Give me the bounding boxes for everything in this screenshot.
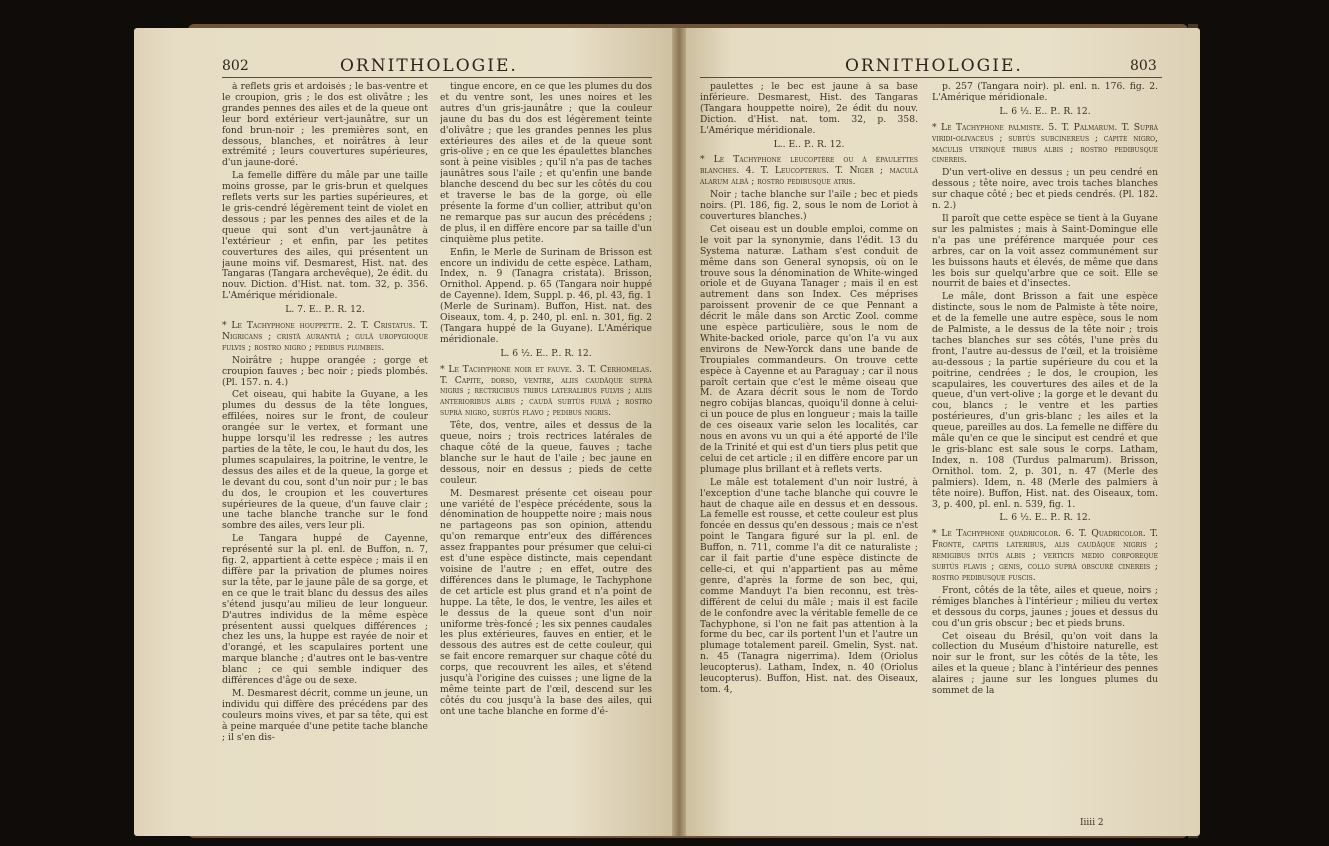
left-page-column-2: [440, 82, 652, 812]
species-entry-heading: * Le Tachyphone noir et fauve. 3. T. Cerhomelas. T. Capite, dorso, ventre, aliis caudâque suprà nigris ; rectricibus tribus lateralibus fulvis ; aliis anterioribus albis ; caudâ subtùs fulvâ ; rostro suprà nigro, subtùs flavo ; pedibus nigris.: [440, 363, 652, 419]
measurement-line: L. 6 ½. E.. P.. R. 12.: [999, 512, 1091, 524]
paragraph: p. 257 (Tangara noir). pl. enl. n. 176. fig. 2. L'Amérique méridionale.: [932, 82, 1158, 103]
paragraph: Noirâtre ; huppe orangée ; gorge et croupion fauves ; bec noir ; pieds plombés. (Pl. 157. n. 4.): [222, 354, 428, 388]
paragraph: Cet oiseau du Brésil, qu'on voit dans la collection du Muséum d'histoire naturelle, est noir sur le front, sur les côtés de la tête, les ailes et la queue ; blanc à l'intérieur des pennes alaires ; jaune sur les longues plumes du sommet de la: [932, 630, 1158, 697]
paragraph: paulettes ; le bec est jaune à sa base inférieure. Desmarest, Hist. des Tangaras (Tangara houppette noire), 2e édit du nouv. Diction. d'Hist. nat. tom. 32, p. 358. L'Amérique méridionale.: [700, 82, 918, 136]
paragraph: Cet oiseau, qui habite la Guyane, a les plumes du dessus de la tête longues, effilées, noires sur le front, de couleur orangée sur le vertex, et formant une huppe lorsqu'il les redresse ; les autres parties de la tête, le cou, le haut du dos, les plumes scapulaires, la poitrine, le ventre, le dessus des ailes et de la queue, la gorge et le devant du cou, sont d'un noir pur ; le bas du dos, le croupion et les couvertures supérieures de la queue, d'un fauve clair ; une tache blanche tranche sur le fond sombre des ailes, vers leur pli.: [222, 389, 428, 532]
paragraph: Front, côtés de la tête, ailes et queue, noirs ; rémiges blanches à l'intérieur ; milieu du vertex et dessous du corps, jaunes ; joues et dessus du cou d'un gris obscur ; bec et pieds bruns.: [932, 584, 1158, 629]
signature-mark: Iiiii 2: [1080, 818, 1104, 828]
paragraph: Noir ; tache blanche sur l'aile ; bec et pieds noirs. (Pl. 186, fig. 2, sous le nom de Loriot à couvertures blanches.): [700, 189, 918, 222]
species-entry-heading: * Le Tachyphone quadricolor. 6. T. Quadricolor. T. Fronte, capitis lateribus, alis caudâque nigris ; remigibus intùs albis ; verticis medio corporeque subtùs flavis ; genis, collo suprà obscurè cinereis ; rostro pedibusque fuscis.: [932, 528, 1158, 583]
species-entry-heading: * Le Tachyphone houppette. 2. T. Cristatus. T. Nigricans ; cristâ aurantiâ ; gulâ uropygioque fulvis ; rostro nigro ; pedibus plumbeis.: [222, 320, 428, 353]
measurement-line: L.. E.. P.. R. 12.: [773, 138, 845, 150]
paragraph: D'un vert-olive en dessus ; un peu cendré en dessous ; tête noire, avec trois taches blanches sur chaque côté ; bec et pieds cendrés. (Pl. 182. n. 2.): [932, 167, 1158, 212]
species-entry-heading: * Le Tachyphone leucoptère ou à épaulettes blanches. 4. T. Leucopterus. T. Niger ; maculâ alarum albâ ; rostro pedibusque atris.: [700, 154, 918, 188]
right-page-column-1: [700, 82, 918, 812]
right-page-number: 803: [1130, 58, 1157, 74]
measurement-line: L. 6 ½. E.. P.. R. 12.: [999, 105, 1091, 117]
right-running-head: ORNITHOLOGIE.: [845, 56, 1023, 76]
paragraph: M. Desmarest présente cet oiseau pour une variété de l'espèce précédente, sous la dénomination de houppette noire ; mais nous ne partageons pas son opinion, attendu qu'on remarque entr'eux des différences assez frappantes pour présumer que celui-ci est d'une espèce distincte, mais cependant voisine de l'autre ; en effet, outre des différences dans le plumage, le Tachyphone de cet article est plus grand et n'a point de huppe. La tête, le dos, le ventre, les ailes et le dessus de la queue sont d'un noir uniforme très-foncé ; les six pennes caudales les plus extérieures, fauves en entier, et le dessous des autres est de cette couleur, qui se fait encore remarquer sur chaque côté du corps, que recouvrent les ailes, et s'étend jusqu'à l'origine des cuisses ; une ligne de la même teinte part de l'œil, descend sur les côtés du cou jusqu'à la base des ailes, qui ont une tache blanche en forme d'é-: [440, 487, 652, 717]
left-page-number: 802: [222, 58, 249, 74]
right-page-column-2: [932, 82, 1158, 812]
paragraph: Le Tangara huppé de Cayenne, représenté sur la pl. enl. de Buffon, n. 7, fig. 2, appartient à cette espèce ; mais il en diffère par la privation de plumes noires sur la tête, par le jaune pâle de sa gorge, et en ce que le trait blanc du dessus des ailes s'étend jusqu'au milieu de leur longueur. D'autres individus de la même espèce présentent aussi quelques différences ; chez les uns, la huppe est rayée de noir et d'orangé, et les scapulaires portent une marque blanche ; d'autres ont le bas-ventre blanc ; ce qui semble indiquer des différences d'âge ou de sexe.: [222, 533, 428, 687]
paragraph: Le mâle, dont Brisson a fait une espèce distincte, sous le nom de Palmiste à tête noire, et de la femelle une autre espèce, sous le nom de Palmiste, a le dessus de la tête noir ; trois taches blanches sur ses côtés, l'une près du front, l'autre au-dessus de l'œil, et la troisième au-dessous ; la partie supérieure du cou et la poitrine, cendrées ; le dos, le croupion, les scapulaires, les couvertures des ailes et de la queue, d'un vert-olive ; la gorge et le devant du cou, blancs ; le ventre et les parties postérieures, d'un gris-blanc ; les ailes et la queue, pareilles au dos. La femelle ne diffère du mâle qu'en ce que le sinciput est cendré et que le gris-blanc est sale sous le corps. Latham, Index, n. 108 (Turdus palmarum). Brisson, Ornithol. tom. 2, p. 301, n. 47 (Merle des palmiers). Idem, n. 48 (Merle des palmiers à tête noire). Buffon, Hist. nat. des Oiseaux, tom. 3, p. 400, pl. enl. n. 539, fig. 1.: [932, 291, 1158, 510]
left-page-column-1: [222, 82, 428, 812]
paragraph: M. Desmarest décrit, comme un jeune, un individu qui diffère des précédens par des couleurs moins vives, et par sa tête, qui est à peine marquée d'une petite tache blanche ; il s'en dis-: [222, 687, 428, 743]
book-gutter: [672, 28, 686, 836]
paragraph: Tête, dos, ventre, ailes et dessus de la queue, noirs ; trois rectrices latérales de chaque côté de la queue, fauves ; tache blanche sur le haut de l'aile ; bec jaune en dessous, noir en dessus ; pieds de cette couleur.: [440, 420, 652, 486]
paragraph: à reflets gris et ardoisés ; le bas-ventre et le croupion, gris ; le dos est olivâtre ; les grandes pennes des ailes et de la queue ont leur bord extérieur vert-jaunâtre, sur un fond brun-noir ; les premières sont, en dessous, blanches, et noirâtres à leur extrémité ; leurs couvertures supérieures, d'un jaune-doré.: [222, 82, 428, 169]
left-running-head: ORNITHOLOGIE.: [340, 56, 518, 76]
paragraph: Enfin, le Merle de Surinam de Brisson est encore un individu de cette espèce. Latham, Index, n. 9 (Tanagra cristata). Brisson, Ornithol. Append. p. 65 (Tangara noir huppé de Cayenne). Idem, Suppl. p. 46, pl. 43, fig. 1 (Merle de Surinam). Buffon, Hist. nat. des Oiseaux, tom. 4, p. 240, pl. enl. n. 301, fig. 2 (Tangara huppé de la Guyane). L'Amérique méridionale.: [440, 246, 652, 345]
left-header-rule: [222, 77, 652, 78]
right-header-rule: [700, 77, 1162, 78]
measurement-line: L. 7. E.. P.. R. 12.: [285, 304, 365, 316]
paragraph: La femelle diffère du mâle par une taille moins grosse, par le gris-brun et quelques reflets verts sur les parties supérieures, et le gris-cendré légèrement teint de violet en dessous ; par les pennes des ailes et de la queue qui sont d'un vert-jaunâtre à l'extérieur ; et enfin, par les petites couvertures des ailes, qui présentent un jaune moins vif. Desmarest, Hist. nat. des Tangaras (Tangara archevêque), 2e édit. du nouv. Diction. d'Hist. nat. tom. 32, p. 356. L'Amérique méridionale.: [222, 170, 428, 302]
paragraph: Il paroît que cette espèce se tient à la Guyane sur les palmistes ; mais à Saint-Domingue elle n'a pas une préférence marquée pour ces arbres, car on la voit assez communément sur les buissons hauts et élevés, de même que dans les bois sur quelqu'arbre que ce soit. Elle se nourrit de baies et d'insectes.: [932, 212, 1158, 290]
paragraph: tingue encore, en ce que les plumes du dos et du ventre sont, les unes noires et les autres d'un gris-jaunâtre ; que la couleur jaune du bas du dos est légèrement teinte d'olivâtre ; que les grandes pennes les plus extérieures des ailes et de la queue sont gris-olive ; en ce que les épaulettes blanches sont à peine visibles ; qu'il n'a pas de taches jaunâtres sous l'aile ; et qu'enfin une bande blanche descend du bec sur les côtés du cou et traverse le bas de la gorge, où elle présente la forme d'un collier, attribut qu'on ne remarque pas sur aucun des précédens ; de plus, il en diffère encore par sa taille d'un cinquième plus petite.: [440, 82, 652, 245]
paragraph: Cet oiseau est un double emploi, comme on le voit par la synonymie, dans l'édit. 13 du Systema naturæ. Latham s'est conduit de même dans son General synopsis, où on le trouve sous la dénomination de White-winged oriole et de Guyana Tanager ; mais il en est autrement dans son Index. Ces méprises paroissent provenir de ce que Pennant a décrit le mâle dans son Arctic Zool. comme une espèce particulière, sous le nom de White-backed oriole, parce qu'on l'a vu aux environs de New-Yorck dans une bande de Troupiales commandeurs. On trouve cette espèce à Cayenne et au Paraguay ; car il nous paroît certain que c'est le même oiseau que M. de Azara décrit sous le nom de Tordo negro cobijas blancas, quoiqu'il donne à celui-ci un pouce de plus en longueur ; mais la taille de ces oiseaux varie selon les localités, car nous en avons vu un qui a été apporté de l'île de la Trinité et qui est d'un tiers plus petit que celui de cet article ; il en diffère encore par un plumage plus brillant et à reflets verts.: [700, 223, 918, 475]
species-entry-heading: * Le Tachyphone palmiste. 5. T. Palmarum. T. Suprà viridi-olivaceus ; subtùs subcinereus ; capite nigro, maculis utrinquè tribus albis ; rostro pedibusque cinereis.: [932, 121, 1158, 166]
measurement-line: L. 6 ½. E.. P.. R. 12.: [500, 347, 592, 359]
paragraph: Le mâle est totalement d'un noir lustré, à l'exception d'une tache blanche qui couvre le haut de chaque aile en dessus et en dessous. La femelle est rousse, et cette couleur est plus foncée en dessus qu'en dessous ; mais ce n'est point le Tangara figuré sur la pl. enl. de Buffon, n. 711, comme l'a dit ce naturaliste ; car il fait partie d'une espèce distincte de celle-ci, et qui n'appartient pas au même genre, d'après la forme de son bec, qui, comme Manduyt l'a bien reconnu, est très-différent de celui du mâle ; mais il est facile de le confondre avec la véritable femelle de ce Tachyphone, si l'on ne fait pas attention à la forme du bec, car ils portent l'un et l'autre un plumage totalement pareil. Gmelin, Syst. nat. n. 45 (Tanagra nigerrima). Idem (Oriolus leucopterus). Latham, Index, n. 40 (Oriolus leucopterus). Buffon, Hist. nat. des Oiseaux, tom. 4,: [700, 476, 918, 695]
